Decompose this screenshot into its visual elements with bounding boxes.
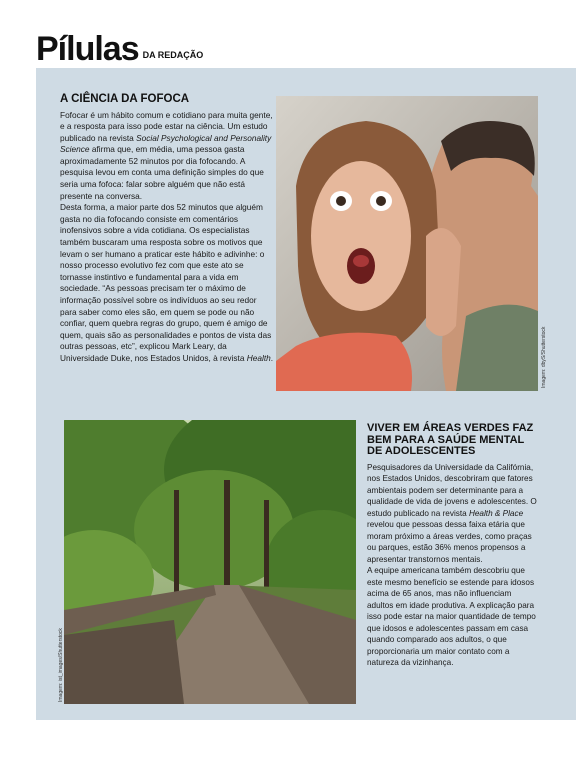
journal-name: Social Psychological and Personality Science <box>60 132 272 155</box>
section-header <box>36 22 203 66</box>
section-title: Pílulas <box>36 30 139 68</box>
paragraph: Pesquisadores da Universidade da Califórnia, nos Estados Unidos, descobriram que fatores ambientais podem ser determinante para a qualidade de vida de jovens e adolescentes. O estudo publicado na revista Health & Place revelou que pessoas dessa faixa etária que moram próximo a áreas verdes, como praças ou parques, estão 36% menos propensos a apresentar transtornos mentais. <box>367 462 537 564</box>
article-gossip <box>60 93 275 365</box>
gossip-illustration <box>276 96 538 391</box>
paragraph: Desta forma, a maior parte dos 52 minutos que alguém gasta no dia fofocando consiste em comentários inofensivos sobre a vida cotidiana. Os especialistas também buscaram uma resposta sobre os motivos que levam o ser humano a praticar este hábito e adivinhe: o nosso processo evolutivo fez com que este ato se tornasse instintivo e fundamental para a vida em sociedade. “As pessoas precisam ter o máximo de informação possível sobre os indivíduos ao seu redor para saber como eles são, em quem se pode ou não confiar, quem quebra regras do grupo, quem é amigo de quem, quais são as personalidades e pontos de vista das outras pessoas, etc”, explicou Mark Leary, da Universidade Duke, nos Estados Unidos, à revista Health. <box>60 202 274 363</box>
article-green-areas <box>367 423 537 669</box>
image-credit: Imagem: ist_images/Shutterstock <box>58 628 64 702</box>
article-title: A CIÊNCIA DA FOFOCA <box>60 93 190 105</box>
journal-name: Health <box>246 352 271 363</box>
article-title: VIVER EM ÁREAS VERDES FAZ BEM PARA A SAÚDE MENTAL DE ADOLESCENTES <box>367 422 534 457</box>
section-subtitle: DA REDAÇÃO <box>142 50 204 60</box>
image-credit: Imagem: dbyS/Shutterstock <box>541 326 547 388</box>
paragraph: Fofocar é um hábito comum e cotidiano para muita gente, e a resposta para isso pode estar na ciência. Um estudo publicado na revista Social Psychological and Personality Science afirma que, em média, uma pessoa gasta aproximadamente 52 minutos por dia fofocando. A pesquisa levou em conta uma definição simples do que seria uma fofoca: falar sobre alguém que não está presente na conversa. <box>60 109 273 201</box>
paragraph: A equipe americana também descobriu que este mesmo benefício se estende para idosos acima de 65 anos, mas não influenciam adultos em idade produtiva. A explicação para isso pode estar na maior quantidade de tempo que idosos e adolescentes passam em casa quando comparado aos adultos, o que proporcionaria um maior contato com a natureza da vizinhança. <box>367 566 536 667</box>
journal-name: Health & Place <box>468 508 524 518</box>
park-photo <box>64 420 356 704</box>
article-body <box>367 462 537 669</box>
boardwalk-illustration <box>64 420 356 704</box>
article-body <box>60 110 275 365</box>
gossip-photo <box>276 96 538 391</box>
